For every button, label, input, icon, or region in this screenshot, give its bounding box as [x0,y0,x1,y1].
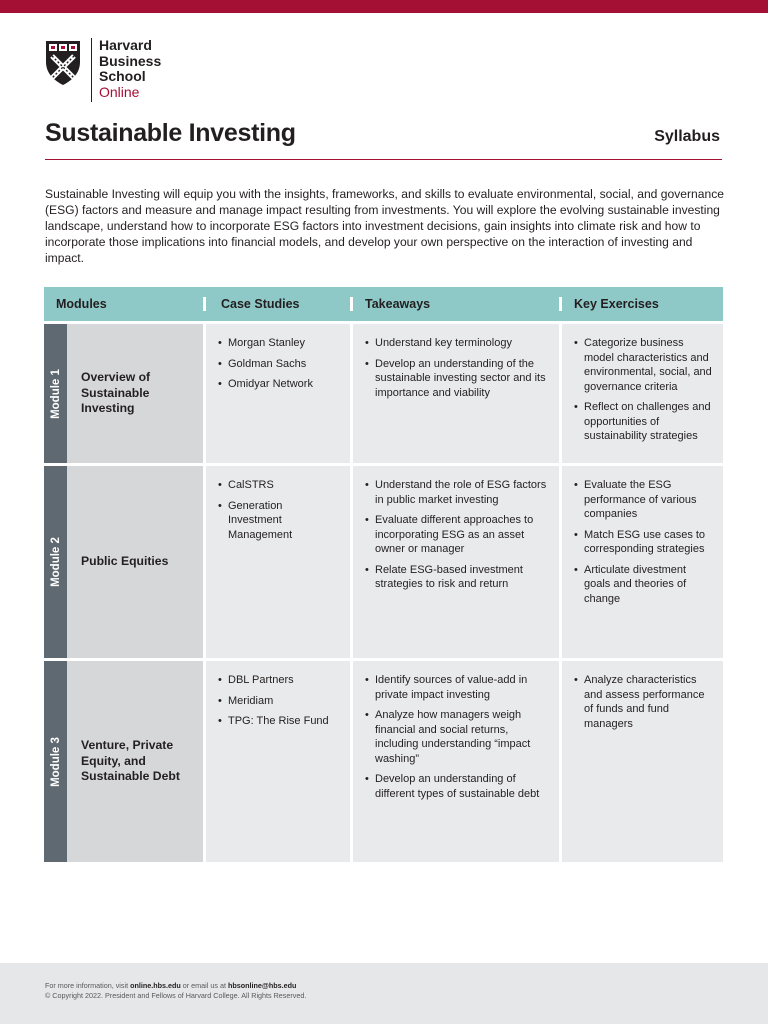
list-item: • Meridiam [218,694,342,709]
list-item: • Analyze how managers weigh financial and social returns, including understanding “impact washing” [365,708,551,766]
title-divider [45,159,722,160]
course-description: Sustainable Investing will equip you with the insights, frameworks, and skills to evaluate environmental, social, and governance (ESG) factors and measure and manage impact resulting from investments. You will explore the evolving sustainable investing landscape, understand how to incorporate ESG factors into investment decisions, gain insights into climate risk and how to incorporate those implications into financial models, and develop your own perspective on the interaction of investing and impact. [45,187,724,265]
list-item: • Develop an understanding of the sustainable investing sector and its importance and viability [365,357,551,401]
key-exercises-cell [562,324,723,463]
footer-copyright: © Copyright 2022. President and Fellows of Harvard College. All Rights Reserved. [45,991,307,1000]
footer-text: or email us at [180,981,228,990]
list-item: • Omidyar Network [218,377,342,392]
list-item: • DBL Partners [218,673,342,688]
list-item: • Categorize business model characteristics and environmental, social, and governance criteria [574,336,715,394]
hbs-online-logo [45,38,161,102]
logo-line-harvard: Harvard [99,37,152,53]
page-footer [0,963,768,1024]
logo-line-school: School [99,68,146,84]
list-item: • Develop an understanding of different types of sustainable debt [365,772,551,801]
list-item: • TPG: The Rise Fund [218,714,342,729]
key-exercises-cell [562,466,723,658]
takeaways-cell [353,466,559,658]
footer-contact-line [45,981,296,990]
module-title-text: Venture, Private Equity, and Sustainable Debt [81,738,180,784]
logo-line-business: Business [99,52,162,69]
logo-line-online: Online [99,83,140,100]
header-modules: Modules [56,297,107,311]
case-studies-cell [206,324,350,463]
list-item: • Relate ESG-based investment strategies to risk and return [365,563,551,592]
harvard-shield-icon [45,40,81,86]
module-number: Module 2 [49,537,62,587]
logo-divider [91,38,92,102]
case-studies-cell [206,661,350,862]
module-title [67,466,203,658]
module-tab [44,466,67,658]
table-header-row [44,287,723,321]
key-exercises-cell [562,661,723,862]
table-row-module-2 [44,466,723,658]
module-tab [44,661,67,862]
header-takeaways: Takeaways [350,297,559,311]
page-title: Sustainable Investing [45,119,296,147]
list-item: • Match ESG use cases to corresponding strategies [574,528,715,557]
footer-site-link[interactable]: online.hbs.edu [130,981,181,990]
list-item: • Generation Investment Management [218,499,298,543]
takeaways-cell [353,661,559,862]
list-item: • Reflect on challenges and opportunities of sustainability strategies [574,400,715,444]
list-item: • Morgan Stanley [218,336,342,351]
module-title-text: Overview of Sustainable Investing [81,370,151,416]
footer-email-link[interactable]: hbsonline@hbs.edu [227,981,297,990]
syllabus-table [44,287,723,862]
list-item: • Analyze characteristics and assess performance of funds and fund managers [574,673,715,731]
list-item: • Understand the role of ESG factors in public market investing [365,478,551,507]
list-item: • Goldman Sachs [218,357,342,372]
footer-text: For more information, visit [45,981,131,990]
takeaways-cell [353,324,559,463]
list-item: • Identify sources of value-add in private impact investing [365,673,551,702]
module-title [67,661,203,862]
document-type-label: Syllabus [654,128,720,145]
logo-wordmark [99,38,161,102]
module-tab [44,324,67,463]
header-case-studies: Case Studies [203,297,350,311]
module-title [67,324,203,463]
list-item: • Understand key terminology [365,336,551,351]
list-item: • Evaluate the ESG performance of various companies [574,478,715,522]
header-key-exercises: Key Exercises [559,297,723,311]
list-item: • Articulate divestment goals and theories of change [574,563,715,607]
top-accent-bar [0,0,768,13]
module-number: Module 1 [49,368,62,419]
case-studies-cell [206,466,350,658]
table-row-module-1 [44,324,723,463]
module-title-text: Public Equities [81,554,169,569]
table-row-module-3 [44,661,723,862]
module-number: Module 3 [49,736,62,787]
list-item: • CalSTRS [218,478,342,493]
list-item: • Evaluate different approaches to incorporating ESG as an asset owner or manager [365,513,551,557]
